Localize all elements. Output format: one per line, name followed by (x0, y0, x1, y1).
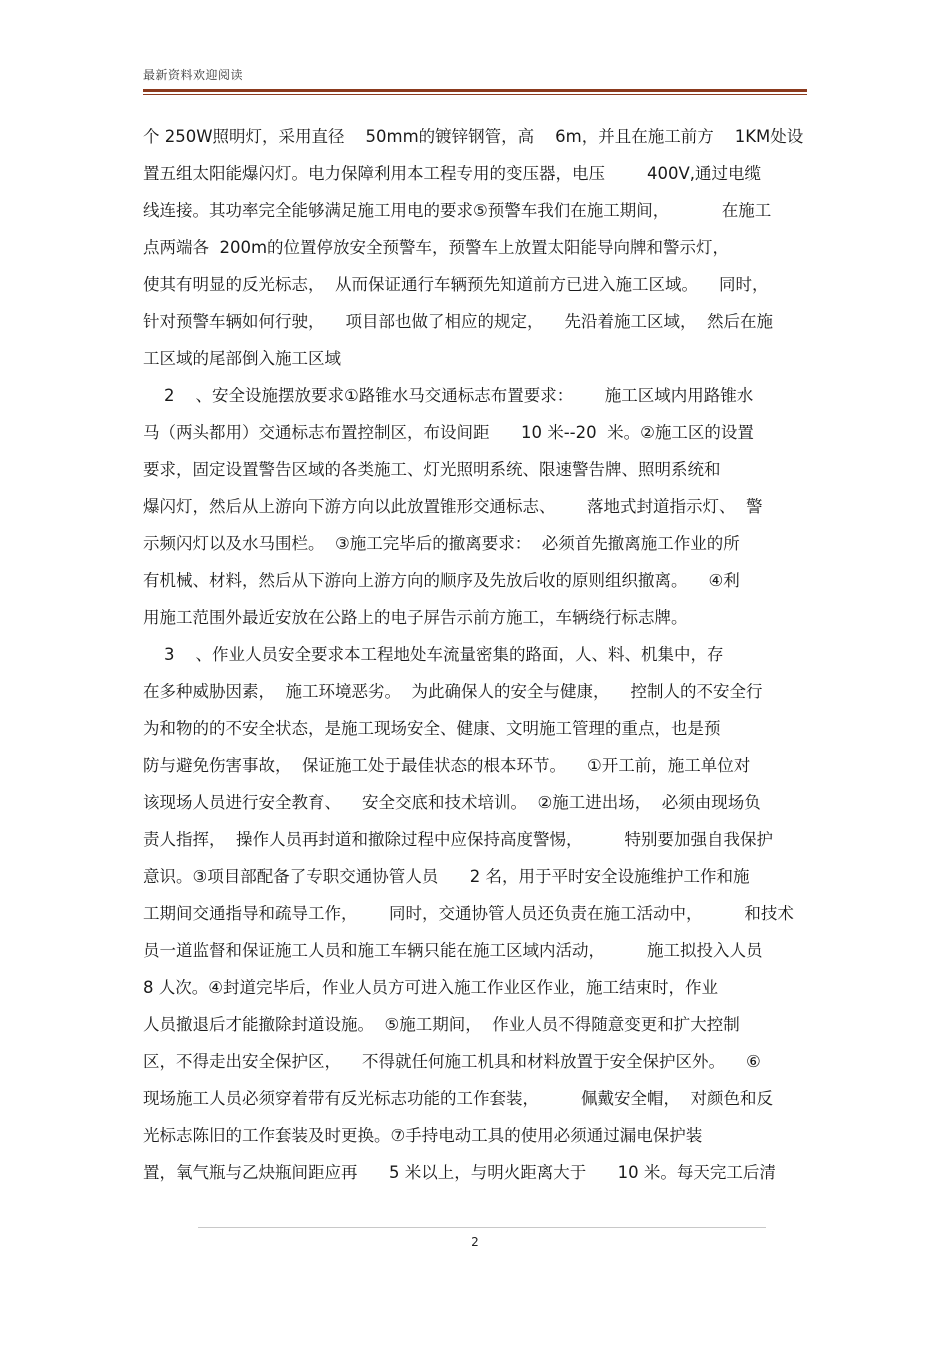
document-body (143, 118, 807, 1191)
text-line: 责人指挥， 操作人员再封道和撤除过程中应保持高度警惕， 特别要加强自我保护 (143, 830, 773, 849)
text-line: 置，氧气瓶与乙炔瓶间距应再 5 米以上，与明火距离大于 10 米。每天完工后清 (143, 1163, 776, 1182)
text-line: 3 、作业人员安全要求本工程地处车流量密集的路面，人、料、机集中，存 (143, 645, 724, 664)
text-line: 个 250W照明灯，采用直径 50mm的镀锌钢管，高 6m，并且在施工前方 1KM处设 (143, 127, 804, 146)
footer-divider (198, 1227, 766, 1228)
header-divider-thick (143, 89, 807, 92)
text-line: 员一道监督和保证施工人员和施工车辆只能在施工区域内活动， 施工拟投入人员 (143, 941, 763, 960)
text-line: 马（两头都用）交通标志布置控制区，布设间距 10 米--20 米。②施工区的设置 (143, 423, 754, 442)
text-line: 8 人次。④封道完毕后，作业人员方可进入施工作业区作业，施工结束时，作业 (143, 978, 719, 997)
text-line: 工期间交通指导和疏导工作， 同时，交通协管人员还负责在施工活动中， 和技术 (143, 904, 794, 923)
page-number: 2 (471, 1235, 479, 1249)
text-line: 光标志陈旧的工作套装及时更换。⑦手持电动工具的使用必须通过漏电保护装 (143, 1126, 703, 1145)
text-line: 线连接。其功率完全能够满足施工用电的要求⑤预警车我们在施工期间， 在施工 (143, 201, 772, 220)
text-line: 为和物的的不安全状态，是施工现场安全、健康、文明施工管理的重点，也是预 (143, 719, 721, 738)
text-line: 在多种威胁因素， 施工环境恶劣。 为此确保人的安全与健康， 控制人的不安全行 (143, 682, 763, 701)
text-line: 有机械、材料，然后从下游向上游方向的顺序及先放后收的原则组织撤离。 ④利 (143, 571, 740, 590)
text-line: 意识。③项目部配备了专职交通协管人员 2 名，用于平时安全设施维护工作和施 (143, 867, 750, 886)
text-line: 该现场人员进行安全教育、 安全交底和技术培训。 ②施工进出场， 必须由现场负 (143, 793, 761, 812)
header-divider-thin (143, 94, 807, 95)
text-line: 用施工范围外最近安放在公路上的电子屏告示前方施工，车辆绕行标志牌。 (143, 608, 688, 627)
text-line: 人员撤退后才能撤除封道设施。 ⑤施工期间， 作业人员不得随意变更和扩大控制 (143, 1015, 740, 1034)
text-line: 爆闪灯，然后从上游向下游方向以此放置锥形交通标志、 落地式封道指示灯、 警 (143, 497, 763, 516)
text-line: 工区域的尾部倒入施工区域 (143, 349, 341, 368)
text-line: 针对预警车辆如何行驶， 项目部也做了相应的规定， 先沿着施工区域， 然后在施 (143, 312, 773, 331)
text-line: 2 、安全设施摆放要求①路锥水马交通标志布置要求： 施工区域内用路锥水 (143, 386, 754, 405)
text-line: 现场施工人员必须穿着带有反光标志功能的工作套装， 佩戴安全帽， 对颜色和反 (143, 1089, 773, 1108)
text-line: 使其有明显的反光标志， 从而保证通行车辆预先知道前方已进入施工区域。 同时， (143, 275, 769, 294)
text-line: 防与避免伤害事故， 保证施工处于最佳状态的根本环节。 ①开工前，施工单位对 (143, 756, 751, 775)
text-line: 示频闪灯以及水马围栏。 ③施工完毕后的撤离要求： 必须首先撤离施工作业的所 (143, 534, 740, 553)
text-line: 要求，固定设置警告区域的各类施工、灯光照明系统、限速警告牌、照明系统和 (143, 460, 721, 479)
page-header: 最新资料欢迎阅读 (143, 68, 244, 82)
text-line: 区，不得走出安全保护区， 不得就任何施工机具和材料放置于安全保护区外。 ⑥ (143, 1052, 761, 1071)
text-line: 置五组太阳能爆闪灯。电力保障利用本工程专用的变压器，电压 400V,通过电缆 (143, 164, 761, 183)
text-line: 点两端各 200m的位置停放安全预警车，预警车上放置太阳能导向牌和警示灯， (143, 238, 730, 257)
